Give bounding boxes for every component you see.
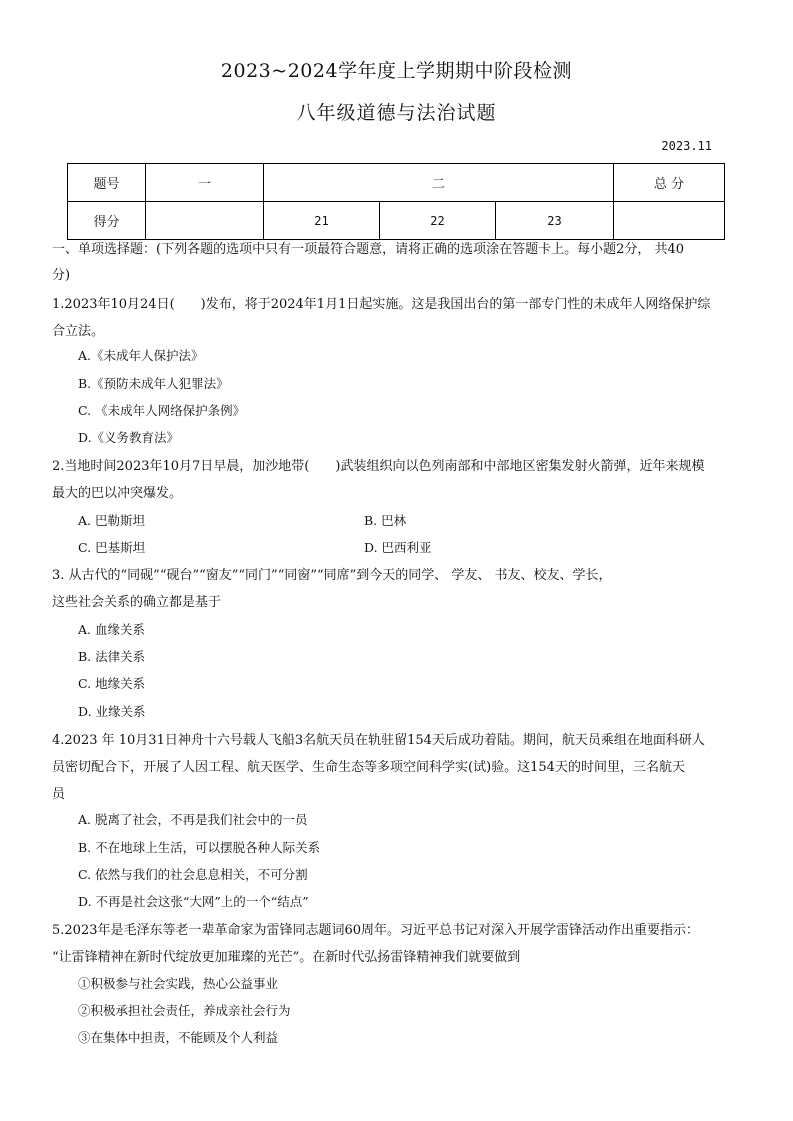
question-3-option: B. 法律关系: [78, 649, 146, 664]
question-2-option: A. 巴勒斯坦: [78, 513, 145, 528]
question-2-stem-cont: 最大的巴以冲突爆发。: [52, 486, 183, 501]
question-4-stem: 4.2023 年 10月31日神舟十六号载人飞船3名航天员在轨驻留154天后成功着陆。期间，航天员乘组在地面科研人: [52, 733, 705, 748]
score-cell: 22: [380, 202, 496, 240]
score-cell: [146, 202, 264, 240]
question-1-option: D.《义务教育法》: [78, 430, 180, 445]
question-1-stem: 1.2023年10月24日( )发布，将于2024年1月1日起实施。这是我国出台的第一部专门性的未成年人网络保护综: [52, 297, 711, 312]
question-1-option: A.《未成年人保护法》: [78, 348, 204, 363]
question-2-option: B. 巴林: [364, 513, 407, 528]
question-3-option: A. 血缘关系: [78, 622, 145, 637]
question-2-option: C. 巴基斯坦: [78, 540, 146, 555]
exam-subtitle: 八年级道德与法治试题: [296, 102, 497, 124]
score-cell: 23: [496, 202, 614, 240]
score-cell: 得分: [68, 202, 146, 240]
question-5-statement: ②积极承担社会责任，养成亲社会行为: [78, 1003, 291, 1018]
question-1-option: B.《预防未成年人犯罪法》: [78, 376, 229, 391]
question-2-option: D. 巴西利亚: [364, 540, 432, 555]
score-table: [67, 163, 725, 240]
question-1-option: C. 《未成年人网络保护条例》: [78, 403, 246, 418]
question-4-option: B. 不在地球上生活，可以摆脱各种人际关系: [78, 840, 321, 855]
section-heading-cont: 分): [52, 268, 71, 283]
question-3-option: C. 地缘关系: [78, 676, 146, 691]
question-5-stem-cont: “让雷锋精神在新时代绽放更加璀璨的光芒”。在新时代弘扬雷锋精神我们就要做到: [52, 950, 521, 965]
score-cell: [614, 202, 725, 240]
question-3-option: D. 业缘关系: [78, 704, 146, 719]
score-table-row: [68, 164, 725, 202]
question-3-stem-cont: 这些社会关系的确立都是基于: [52, 595, 222, 610]
score-cell: 21: [264, 202, 380, 240]
question-1-stem-cont: 合立法。: [52, 324, 105, 339]
question-5-statement: ③在集体中担责，不能顾及个人利益: [78, 1030, 279, 1045]
score-cell: 二: [264, 164, 614, 202]
score-cell: 一: [146, 164, 264, 202]
score-table-row: [68, 202, 725, 240]
score-cell: 题号: [68, 164, 146, 202]
exam-date: 2023.11: [661, 139, 712, 153]
question-4-stem-cont: 员: [52, 787, 66, 802]
section-heading: 一、单项选择题：(下列各题的选项中只有一项最符合题意，请将正确的选项涂在答题卡上。每小题2分， 共40: [52, 242, 685, 257]
question-3-stem: 3. 从古代的“同砚”“砚台”“窗友”“同门”“同窗”“同席”到今天的同学、 学友、 书友、校友、学长，: [52, 568, 612, 583]
exam-title: 2023~2024学年度上学期期中阶段检测: [220, 60, 573, 82]
question-4-option: A. 脱离了社会，不再是我们社会中的一员: [78, 812, 308, 827]
question-4-option: C. 依然与我们的社会息息相关，不可分割: [78, 867, 308, 882]
question-5-stem: 5.2023年是毛泽东等老一辈革命家为雷锋同志题词60周年。习近平总书记对深入开展学雷锋活动作出重要指示：: [52, 923, 700, 938]
score-cell: 总 分: [614, 164, 725, 202]
question-5-statement: ①积极参与社会实践，热心公益事业: [78, 976, 279, 991]
question-4-option: D. 不再是社会这张“大网”上的一个“结点”: [78, 894, 309, 909]
question-2-stem: 2.当地时间2023年10月7日早晨，加沙地带( )武装组织向以色列南部和中部地区密集发射火箭弹，近年来规模: [52, 459, 705, 474]
question-4-stem-cont: 员密切配合下，开展了人因工程、航天医学、生命生态等多项空间科学实(试)验。这154天的时间里，三名航天: [52, 760, 685, 775]
